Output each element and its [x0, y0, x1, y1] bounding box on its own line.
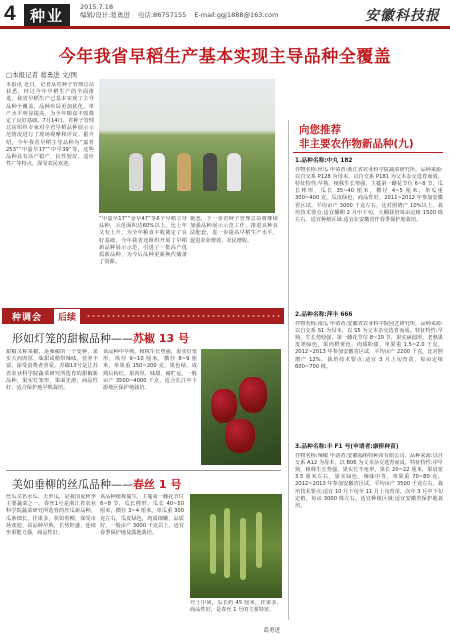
person-figure: [203, 153, 217, 191]
section-label: 种业: [24, 4, 70, 27]
person-figure: [151, 153, 165, 191]
article2-title: [12, 330, 189, 346]
article1-column-2: “中嘉早17”“金早47”等6个早稻主导品种，示范面积达60%以上。比上年又有上升，为全年粮食丰收奠定了良好基础。今年我省还组织开展了早稻新品种展示示范，引进了一批高产优质新品种，为今后品种更新换代储备了资源。: [99, 216, 187, 266]
person-figure: [177, 153, 191, 191]
editor-credit: 编辑/设计:葛勇进: [80, 11, 130, 19]
rice-field-photo: [99, 79, 275, 213]
variety-entry: [295, 312, 443, 441]
article2-column-1: 甜椒又称菜椒，是辣椒的一个变种，果实大而肉厚，味甜或稍带辣味，营养丰富，深受消费者喜爱。苏椒13号是江苏省农业科学院蔬菜研究所选育的甜椒新品种，果实灯笼形，果面光滑，商品性好，适合保护地早熟栽培。: [6, 349, 98, 392]
band-badge: 后续: [54, 309, 80, 324]
band-label: 种调会: [12, 313, 43, 323]
section-band: [2, 308, 284, 324]
article2-title-prefix: 形如灯笼的甜椒品种——: [12, 332, 133, 345]
photo-caption: 丹土中间，瓜长约 45 厘米，挂果多，商品性好，是春丝 1 号的主要特征。: [190, 600, 282, 614]
article1-column-1: 本报讯 近日，记者从省种子管理总站获悉，经过今年早稻生产的全面推进，我省早稻生产已基本实现了主导品种全覆盖，品种布局更加优化，单产水平明显提高，为全年粮食丰收奠定了良好基础。7月14日，省种子管理总站组织专家对全省早稻品种展示示范情况进行了现场观摩和评议。据介绍，今年我省早稻主导品种为“嘉育253”“中嘉早17”“中早39”等，这些品种具有高产稳产、抗性较好、适应性广等特点，深受农民欢迎。: [6, 82, 94, 168]
loofah-fruit: [256, 512, 262, 568]
email-address[interactable]: E-mail:ggj1888@163.com: [194, 11, 279, 19]
issue-date: 2015.7.18: [80, 3, 114, 11]
main-headline: 今年我省早稻生产基本实现主导品种全覆盖: [58, 47, 392, 67]
pepper-fruit: [239, 377, 267, 413]
phone-number: 电话:86757155: [137, 11, 187, 19]
variety-recommendation-sidebar: [288, 120, 446, 620]
variety-name: 3.品种名称:丰 F1 号(申请者:康桥种苗): [295, 444, 399, 450]
variety-entry: [295, 444, 443, 623]
photo-credit: 葛勇进: [263, 628, 280, 634]
photo-caption-block: [190, 600, 282, 634]
person-figure: [227, 153, 241, 191]
band-pattern: [86, 314, 280, 318]
variety-name: 1.品种名称:中丸 182: [295, 158, 353, 164]
variety-description: 作物名称:辣椒 申请者:安徽福斯特种苗有限公司。品种来源:以自交系 A12 为母本，以 B06 为父本杂交选育而成。特征特性:中早熟，植株生长势强，果实长羊角形，果长 20~22 厘米，果肩宽 3.5 厘米左右，果实绿色，辣味中等，单果重 70~80 克。2012~2013 年参加安徽省区试，平均亩产 3500 千克左右。栽培技术要点:适宜 10 月下旬至 11 月上旬育苗，次年 3 月中下旬定植，每亩 3000 株左右。适宜种植区域:适宜安徽省保护地栽培。: [295, 452, 443, 510]
article3-column-1: 丝瓜又名水瓜、天罗瓜，是我国夏秋季主要蔬菜之一。春丝1号是浙江省农业科学院蔬菜研究所选育的丝瓜新品种，瓜条细长，挂果多，状如垂柳，深受市场欢迎。该品种早熟，长势旺盛，连续坐果能力强，商品性好。: [6, 494, 96, 537]
newspaper-logo: 安徽科技报: [365, 8, 440, 24]
masthead: [0, 0, 450, 26]
pepper-fruit: [211, 389, 237, 423]
variety-name: 2.品种名称:萍丰 666: [295, 312, 353, 318]
article3-title-prefix: 美如垂柳的丝瓜品种——: [12, 478, 133, 491]
variety-entry: [295, 158, 443, 309]
sidebar-subtitle: 非主要农作物新品种(九): [299, 138, 414, 150]
variety-description: 作物名称:丝瓜 申请者:浙江省农业科学院蔬菜研究所。品种来源:以自交系 P128 为母本，以自交系 P181 为父本杂交选育而成。特征特性:早熟，植株生长势强，主蔓第一雌花节位 6~8 节，瓜长棒形，瓜长 35~40 厘米，横径 4~5 厘米，单瓜重 300~400 克，瓜皮绿色，商品性好。2011~2012 年参加安徽省区试，平均亩产 3000 千克左右，比对照增产 10%以上。栽培技术要点:适宜播期 2 月中下旬，大棚栽培每亩定植 1500 株左右。适宜种植区域:适宜在安徽省作春季保护地栽培。: [295, 166, 443, 224]
masthead-info: [80, 3, 284, 19]
person-figure: [129, 153, 143, 191]
loofah-fruit: [240, 518, 246, 580]
article3-title-variety: 春丝 1 号: [133, 478, 182, 491]
masthead-rule: [0, 26, 450, 29]
sidebar-rule: [293, 152, 443, 153]
loofah-photo: [190, 494, 282, 598]
pepper-fruit: [225, 419, 255, 453]
loofah-fruit: [210, 514, 216, 574]
variety-description: 作物名称:南瓜 申请者:安徽省农业科学院园艺研究所。品种来源:以自交系 S1 为母本，以 S5 为父本杂交选育而成。特征特性:早熟，生长势较强，第一雌花节位 8~10 节，果实扁圆形，老熟果皮墨绿色，果肉橙黄色，肉质粉甜，单果重 1.5~2.0 千克。2012~2013 年参加安徽省区试，平均亩产 2200 千克，比对照增产 12%。栽培技术要点:适宜 3 月上旬育苗，每亩定植 600~700 株。: [295, 320, 443, 370]
sidebar-title: 向您推荐: [299, 124, 341, 136]
article3-title: [12, 476, 181, 492]
byline: □本报记者 葛勇进 文/图: [6, 71, 77, 79]
page-number: 4: [4, 2, 16, 25]
article2-title-variety: 苏椒 13 号: [133, 332, 189, 345]
pepper-photo: [201, 349, 281, 465]
article1-column-3: 据悉，下一步省种子管理总站将继续加强品种展示示范工作，推进良种良法配套，进一步提高早稻生产水平，促进农业增效、农民增收。: [190, 216, 278, 244]
article2-column-2: 该品种中早熟，植株生长势强，果实灯笼形，纵径 9~10 厘米，横径 8~9 厘米，单果重 150~200 克，果色绿，成熟后转红，果肉厚，味甜，耐贮运。一般亩产 3500~4000 千克，适合长江中下游地区保护地栽培。: [103, 349, 197, 392]
article3-column-2: 该品种植株蔓生，主蔓第一雌花节位 6~8 节，瓜长棒形，瓜长 40~50 厘米，横径 3~4 厘米，单瓜重 300 克左右，瓜皮绿色，肉质细嫩，品质好。一般亩产 3000 千克以上，适宜春季保护地及露地栽培。: [100, 494, 184, 537]
article-divider: [6, 470, 281, 471]
loofah-fruit: [224, 508, 230, 578]
